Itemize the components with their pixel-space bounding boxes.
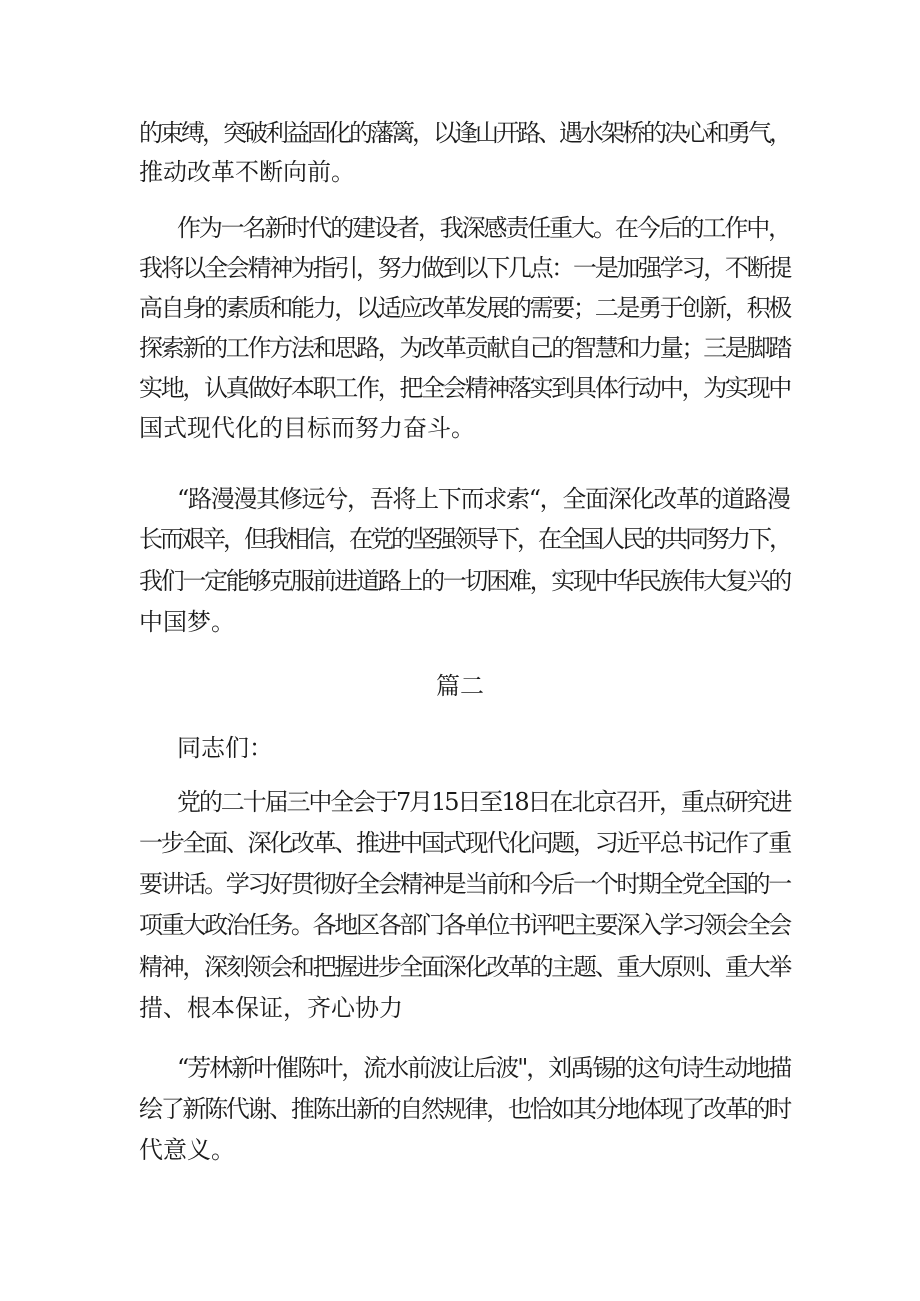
paragraph-2-line-3: 高自身的素质和能力，以适应改革发展的需要；二是勇于创新，积极 <box>139 294 790 322</box>
paragraph-3-line-2: 长而艰辛，但我相信，在党的坚强领导下，在全国人民的共同努力下， <box>139 525 790 553</box>
paragraph-4-line-2: 一步全面、深化改革、推进中国式现代化问题，习近平总书记作了重 <box>139 829 790 857</box>
paragraph-1-line-1: 的束缚，突破利益固化的藩篱，以逢山开路、遇水架桥的决心和勇气， <box>139 119 790 147</box>
paragraph-4-line-5: 精神，深刻领会和把握进步全面深化改革的主题、重大原则、重大举 <box>139 953 790 981</box>
paragraph-2-line-4: 探索新的工作方法和思路，为改革贡献自己的智慧和力量；三是脚踏 <box>139 334 790 362</box>
paragraph-2-line-2: 我将以全会精神为指引，努力做到以下几点：一是加强学习，不断提 <box>139 254 790 282</box>
salutation: 同志们： <box>177 734 273 762</box>
paragraph-3-line-1: “路漫漫其修远兮，吾将上下而求索“，全面深化改革的道路漫 <box>177 485 790 513</box>
paragraph-4-line-4: 项重大政治任务。各地区各部门各单位书评吧主要深入学习领会全会 <box>139 911 790 939</box>
paragraph-2-line-1: 作为一名新时代的建设者，我深感责任重大。在今后的工作中， <box>177 214 790 242</box>
paragraph-1-line-2: 推动改革不断向前。 <box>139 158 355 186</box>
section-heading: 篇二 <box>436 672 484 700</box>
paragraph-2-line-6: 国式现代化的目标而努力奋斗。 <box>139 414 475 442</box>
paragraph-3-line-4: 中国梦。 <box>139 608 235 636</box>
paragraph-4-line-3: 要讲话。学习好贯彻好全会精神是当前和今后一个时期全党全国的一 <box>139 870 790 898</box>
paragraph-2-line-5: 实地，认真做好本职工作，把全会精神落实到具体行动中，为实现中 <box>139 374 790 402</box>
paragraph-5-line-1: “芳林新叶催陈叶，流水前波让后波"，刘禹锡的这句诗生动地描 <box>177 1054 791 1082</box>
paragraph-5-line-3: 代意义。 <box>139 1136 235 1164</box>
paragraph-4-line-1: 党的二十届三中全会于7月15日至18日在北京召开，重点研究进 <box>177 788 791 816</box>
paragraph-5-line-2: 绘了新陈代谢、推陈出新的自然规律，也恰如其分地体现了改革的时 <box>139 1095 790 1123</box>
paragraph-3-line-3: 我们一定能够克服前进道路上的一切困难，实现中华民族伟大复兴的 <box>139 567 790 595</box>
paragraph-4-line-6: 措、根本保证，齐心协力 <box>139 994 403 1022</box>
